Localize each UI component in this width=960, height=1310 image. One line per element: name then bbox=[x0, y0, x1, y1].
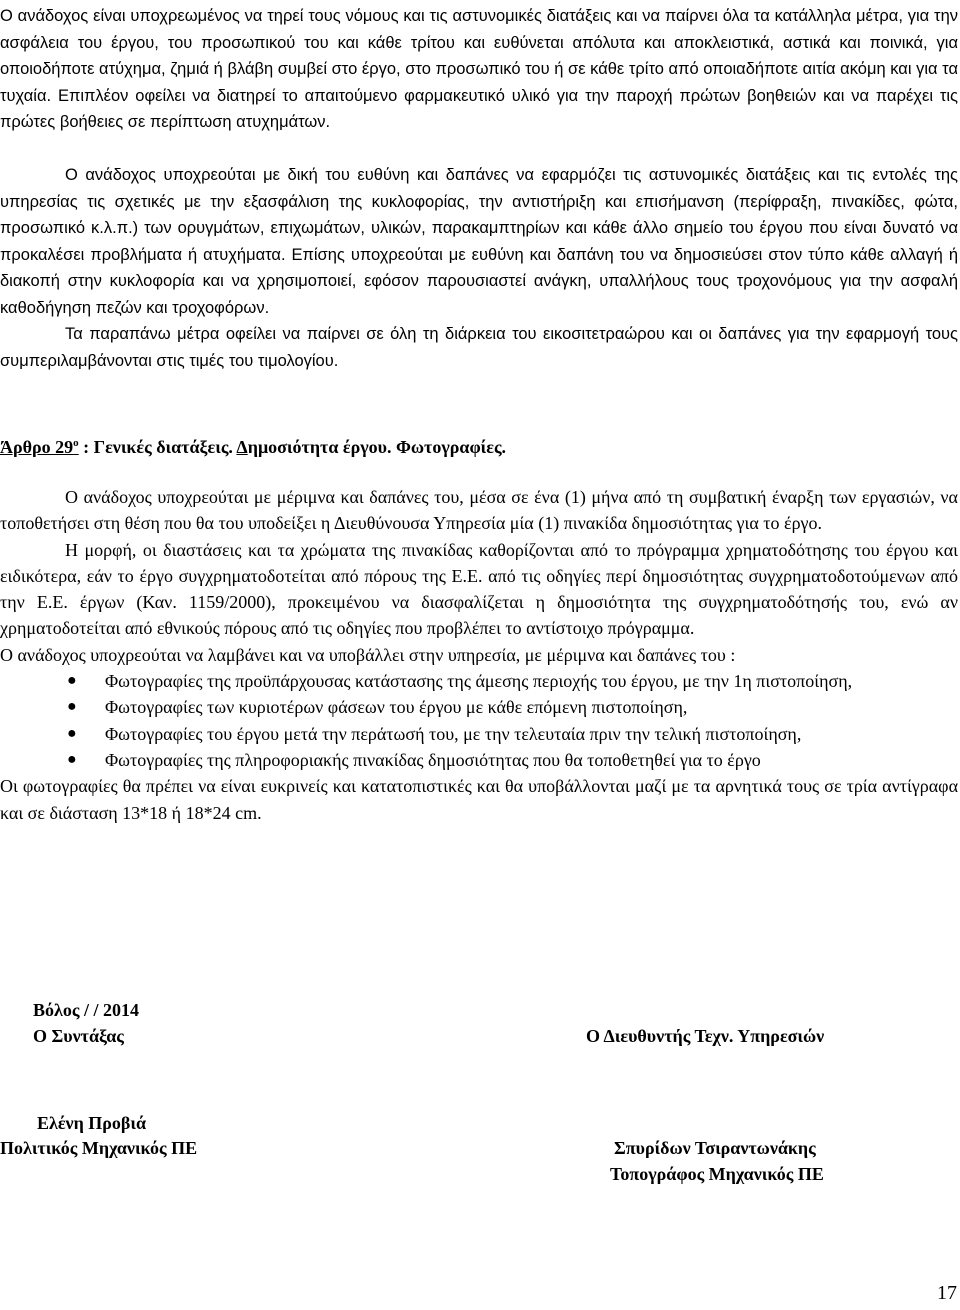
list-item: ● Φωτογραφίες των κυριοτέρων φάσεων του έργου με κάθε επόμενη πιστοποίηση, bbox=[0, 694, 915, 720]
author-role: Ο Συντάξας bbox=[33, 1026, 124, 1046]
bullet-icon: ● bbox=[67, 672, 77, 690]
bullet-icon: ● bbox=[67, 724, 77, 742]
article-title-end: ημοσιότητα έργου. Φωτογραφίες. bbox=[247, 437, 507, 457]
article-title-start: : Γενικές διατάξεις. bbox=[78, 437, 237, 457]
paragraph-sign-placement: Ο ανάδοχος υποχρεούται με μέριμνα και δαπάνες του, μέσα σε ένα (1) μήνα από τη συμβατική έναρξη των εργασιών, να τοποθετήσει στη θέση που θα του υποδείξει η Διευθύνουσα Υπηρεσία μία (1) πινακίδα δημοσιότητας για το έργο. bbox=[0, 487, 958, 534]
director-title: Τοπογράφος Μηχανικός ΠΕ bbox=[610, 1164, 824, 1184]
paragraph-photo-format: Οι φωτογραφίες θα πρέπει να είναι ευκρινείς και κατατοπιστικές και θα υποβάλλονται μαζί με τα αρνητικά τους σε τρία αντίγραφα και σε διάσταση 13*18 ή 18*24 cm. bbox=[0, 776, 958, 823]
article-title-initial: Δ bbox=[236, 437, 248, 457]
paragraph-sign-specs: Η μορφή, οι διαστάσεις και τα χρώματα της πινακίδας καθορίζονται από το πρόγραμμα χρηματοδότησης του έργου και ειδικότερα, εάν το έργο συγχρηματοδοτείται από πόρους της Ε.Ε. από τις οδηγίες περί δημοσιότητας συγχρηματοδοτούμενων από την Ε.Ε. έργων (Καν. 1159/2000), προκειμένου να διασφαλίζεται η δημοσιότητα της συγχρηματοδότησής του, ενώ αν χρηματοδοτείται από εθνικούς πόρους από τις οδηγίες που προβλέπει το αντίστοιχο πρόγραμμα. bbox=[0, 539, 958, 639]
publicity-section bbox=[0, 484, 958, 826]
paragraph-safety-obligations: Ο ανάδοχος είναι υποχρεωμένος να τηρεί τους νόμους και τις αστυνομικές διατάξεις και να παίρνει όλα τα κατάλληλα μέτρα, για την ασφάλεια του έργου, του προσωπικού του και κάθε τρίτου και ευθύνεται απόλυτα και αποκλειστικά, αστικά και ποινικά, για οποιοδήποτε ατύχημα, ζημιά ή βλάβη συμβεί στο έργο, στο προσωπικό του ή σε κάθε τρίτο από οποιαδήποτε αιτία ακόμη και για τα τυχαία. Επιπλέον οφείλει να διατηρεί το απαιτούμενο φαρμακευτικό υλικό για την παροχή πρώτων βοηθειών και να παρέχει τις πρώτες βοήθειες σε περίπτωση ατυχημάτων. bbox=[0, 7, 958, 131]
director-role: Ο Διευθυντής Τεχν. Υπηρεσιών bbox=[586, 1026, 825, 1046]
photo-requirements-list bbox=[0, 668, 958, 773]
article-number: Άρθρο 29 bbox=[0, 437, 74, 457]
author-title: Πολιτικός Μηχανικός ΠΕ bbox=[0, 1138, 198, 1158]
article-ordinal: ο bbox=[73, 437, 79, 449]
paragraph-traffic-measures: Ο ανάδοχος υποχρεούται με δική του ευθύνη και δαπάνες να εφαρμόζει τις αστυνομικές διατάξεις και τις εντολές της υπηρεσίας τις σχετικές με την εξασφάλιση της κυκλοφορίας, την αντιστήριξη και επισήμανση (περίφραξη, πινακίδες, φώτα, προσωπικό κ.λ.π.) των ορυγμάτων, επιχωμάτων, υλικών, παρακαμπτηρίων και κάθε άλλο σημείο του έργου που είναι δυνατό να προκαλέσει προβλήματα ή ατυχήματα. Επίσης υποχρεούται με ευθύνη και δαπάνη του να δημοσιεύσει στον τύπο κάθε αλλαγή ή διακοπή στην κυκλοφορία και να χρησιμοποιεί, εφόσον παρουσιαστεί ανάγκη, υπαλλήλους τους τροχονόμους για την ασφαλή καθοδήγηση πεζών και τροχοφόρων. bbox=[0, 166, 958, 317]
paragraph-costs: Τα παραπάνω μέτρα οφείλει να παίρνει σε όλη τη διάρκεια του εικοσιτετραώρου και οι δαπάνες για την εφαρμογή τους συμπεριλαμβάνονται στις τιμές του τιμολογίου. bbox=[0, 325, 958, 370]
article-heading bbox=[0, 434, 506, 460]
paragraph-photo-obligation: Ο ανάδοχος υποχρεούται να λαμβάνει και να υποβάλλει στην υπηρεσία, με μέριμνα και δαπάνες του : bbox=[0, 644, 736, 665]
list-item: ● Φωτογραφίες του έργου μετά την περάτωσή του, με την τελευταία πριν την τελική πιστοποίηση, bbox=[0, 721, 915, 747]
director-name: Σπυρίδων Τσιραντωνάκης bbox=[614, 1138, 816, 1158]
page-number: 17 bbox=[937, 1282, 957, 1304]
author-name: Ελένη Προβιά bbox=[37, 1113, 147, 1133]
list-item: ● Φωτογραφίες της πληροφοριακής πινακίδας δημοσιότητας που θα τοποθετηθεί για το έργο bbox=[0, 747, 915, 773]
place-date: Βόλος / / 2014 bbox=[33, 1000, 139, 1020]
bullet-icon: ● bbox=[67, 750, 77, 768]
bullet-icon: ● bbox=[67, 698, 77, 716]
list-item: ● Φωτογραφίες της προϋπάρχουσας κατάστασης της άμεσης περιοχής του έργου, με την 1η πιστοποίηση, bbox=[0, 668, 915, 694]
